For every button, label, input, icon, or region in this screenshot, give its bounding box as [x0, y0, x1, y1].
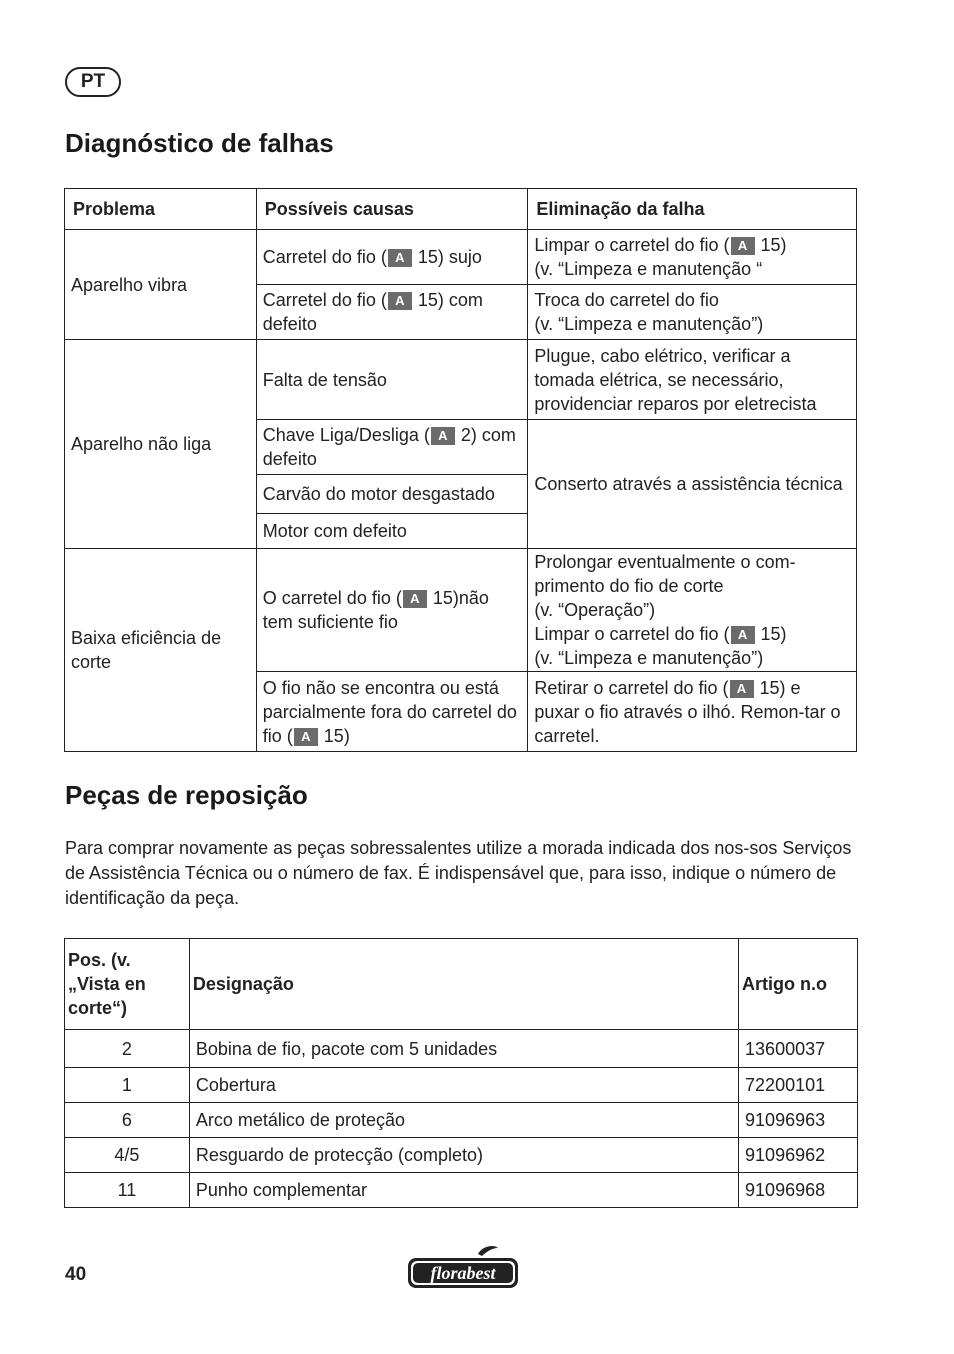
section-title-parts: Peças de reposição — [65, 780, 308, 810]
designation-cell: Arco metálico de proteção — [189, 1103, 738, 1138]
table-header-row — [65, 189, 857, 230]
header-designation: Designação — [189, 939, 738, 1030]
cause-cell: O fio não se encontra ou está parcialmente fora do carretel do fio ( A 15) — [256, 672, 528, 752]
problem-cell: Aparelho não liga — [65, 340, 257, 549]
header-position: Pos. (v. „Vista en corte“) — [65, 939, 190, 1030]
fix-cell: Plugue, cabo elétrico, verificar a tomada elétrica, se necessário, providenciar reparos por eletrecista — [528, 340, 857, 420]
cause-cell: Chave Liga/Desliga ( A 2) com defeito — [256, 420, 528, 475]
parts-table — [64, 938, 858, 1208]
figure-a-icon: A — [431, 427, 455, 445]
table-row — [65, 1138, 858, 1173]
fix-cell: Troca do carretel do fio (v. “Limpeza e manutenção”) — [528, 285, 857, 340]
table-row — [65, 549, 857, 672]
table-row — [65, 1173, 858, 1208]
table-row — [65, 1068, 858, 1103]
figure-a-icon: A — [294, 728, 318, 746]
figure-a-icon: A — [388, 292, 412, 310]
position-cell: 2 — [65, 1030, 190, 1068]
header-causes: Possíveis causas — [256, 189, 528, 230]
figure-a-icon: A — [730, 680, 754, 698]
designation-cell: Punho complementar — [189, 1173, 738, 1208]
cause-cell: Carretel do fio ( A 15) com defeito — [256, 285, 528, 340]
header-fix: Eliminação da falha — [528, 189, 857, 230]
cause-cell: Motor com defeito — [256, 514, 528, 549]
figure-a-icon: A — [388, 249, 412, 267]
fix-cell: Conserto através a assistência técnica — [528, 420, 857, 549]
fix-cell: Prolongar eventualmente o com- primento do fio de corte (v. “Operação”) Limpar o carretel do fio ( A 15) (v. “Limpeza e manutenção”) — [528, 549, 857, 672]
article-cell: 91096963 — [739, 1103, 858, 1138]
cause-cell: O carretel do fio ( A 15)não tem suficiente fio — [256, 549, 528, 672]
figure-a-icon: A — [731, 237, 755, 255]
fix-cell: Limpar o carretel do fio ( A 15) (v. “Limpeza e manutenção “ — [528, 230, 857, 285]
problem-cell: Baixa eficiência de corte — [65, 549, 257, 752]
figure-a-icon: A — [403, 590, 427, 608]
table-row — [65, 230, 857, 285]
parts-intro-text: Para comprar novamente as peças sobressalentes utilize a morada indicada dos nos-sos Serviços de Assistência Técnica ou o número de fax. É indispensável que, para isso, indique o número de identificação da peça. — [65, 838, 852, 908]
cause-cell: Carvão do motor desgastado — [256, 475, 528, 514]
article-cell: 72200101 — [739, 1068, 858, 1103]
position-cell: 6 — [65, 1103, 190, 1138]
article-cell: 91096968 — [739, 1173, 858, 1208]
header-article: Artigo n.o — [739, 939, 858, 1030]
section-title-diagnostics: Diagnóstico de falhas — [65, 128, 334, 158]
cause-cell: Falta de tensão — [256, 340, 528, 420]
article-cell: 13600037 — [739, 1030, 858, 1068]
table-header-row — [65, 939, 858, 1030]
table-row — [65, 1030, 858, 1068]
problem-cell: Aparelho vibra — [65, 230, 257, 340]
designation-cell: Bobina de fio, pacote com 5 unidades — [189, 1030, 738, 1068]
diagnostics-table — [64, 188, 857, 752]
designation-cell: Resguardo de protecção (completo) — [189, 1138, 738, 1173]
position-cell: 1 — [65, 1068, 190, 1103]
designation-cell: Cobertura — [189, 1068, 738, 1103]
table-row — [65, 340, 857, 420]
svg-text:florabest: florabest — [430, 1263, 496, 1283]
florabest-logo — [406, 1244, 520, 1297]
header-problem: Problema — [65, 189, 257, 230]
position-cell: 11 — [65, 1173, 190, 1208]
language-badge: PT — [65, 67, 121, 97]
figure-a-icon: A — [731, 626, 755, 644]
fix-cell: Retirar o carretel do fio ( A 15) e puxar o fio através o ilhó. Remon-tar o carretel. — [528, 672, 857, 752]
position-cell: 4/5 — [65, 1138, 190, 1173]
article-cell: 91096962 — [739, 1138, 858, 1173]
table-row — [65, 1103, 858, 1138]
cause-cell: Carretel do fio ( A 15) sujo — [256, 230, 528, 285]
page-number: 40 — [65, 1264, 87, 1285]
